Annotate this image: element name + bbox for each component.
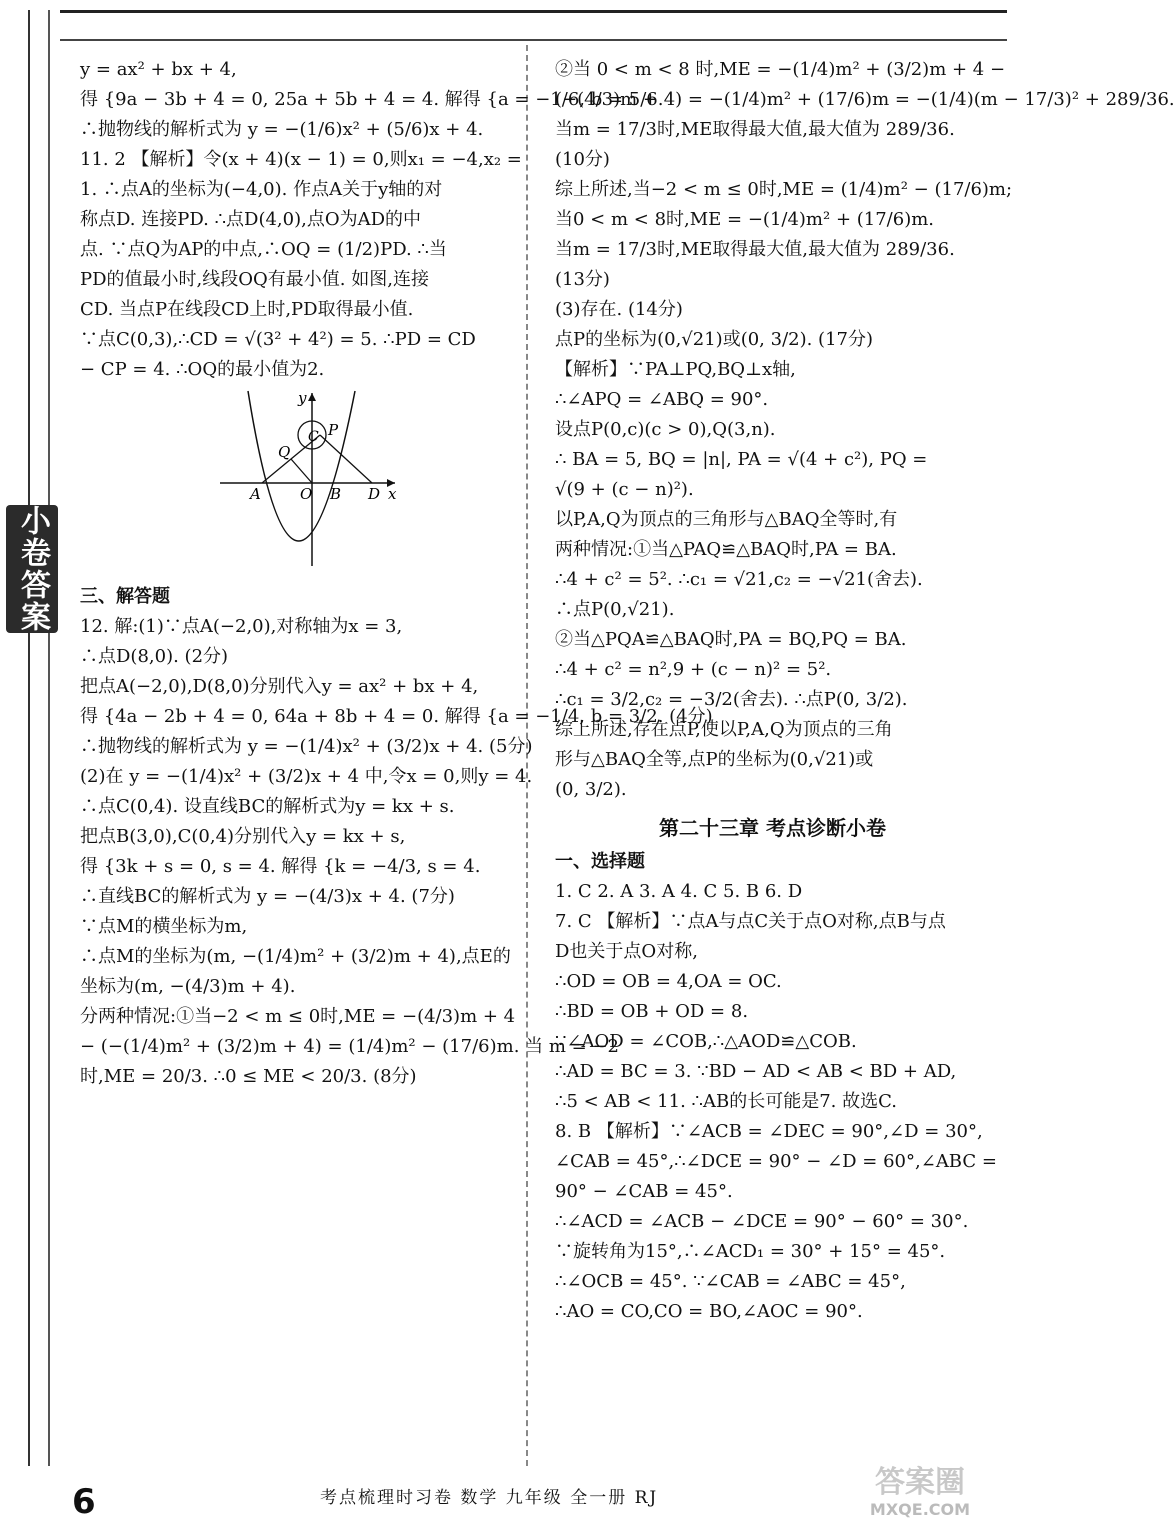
text-line: (3)存在. (14分) — [555, 299, 683, 320]
text-line: 把点A(−2,0),D(8,0)分别代入y = ax² + bx + 4, — [80, 676, 479, 697]
section-heading: 三、解答题 — [80, 586, 170, 607]
text-line: 两种情况:①当△PAQ≌△BAQ时,PA = BA. — [555, 539, 897, 560]
graph-label-y: y — [298, 389, 307, 407]
parabola-graph — [220, 391, 405, 566]
text-line: ∴ BA = 5, BQ = |n|, PA = √(4 + c²), PQ = — [555, 449, 928, 470]
graph-label-o: O — [300, 485, 313, 503]
text-line: y = ax² + bx + 4, — [80, 59, 237, 80]
text-line: 当m = 17/3时,ME取得最大值,最大值为 289/36. — [555, 119, 955, 140]
page-number: 6 — [72, 1482, 96, 1522]
text-line: ∴OD = OB = 4,OA = OC. — [555, 971, 782, 992]
graph-label-q: Q — [278, 443, 291, 461]
text-line: 设点P(0,c)(c > 0),Q(3,n). — [555, 419, 776, 440]
text-line: 得 {9a − 3b + 4 = 0, 25a + 5b + 4 = 4. 解得 {a = −1/6, b = 5/6. — [80, 89, 664, 110]
text-line: ∴AD = BC = 3. ∵BD − AD < AB < BD + AD, — [555, 1061, 957, 1082]
text-line: ∴AO = CO,CO = BO,∠AOC = 90°. — [555, 1301, 863, 1322]
text-line: 90° − ∠CAB = 45°. — [555, 1181, 733, 1202]
page-footer — [0, 1466, 1025, 1536]
text-line: ∴抛物线的解析式为 y = −(1/4)x² + (3/2)x + 4. (5分) — [80, 736, 533, 757]
text-line: 以P,A,Q为顶点的三角形与△BAQ全等时,有 — [555, 509, 898, 530]
text-line: 把点B(3,0),C(0,4)分别代入y = kx + s, — [80, 826, 406, 847]
text-line: 当0 < m < 8时,ME = −(1/4)m² + (17/6)m. — [555, 209, 935, 230]
text-line: PD的值最小时,线段OQ有最小值. 如图,连接 — [80, 269, 429, 290]
text-line: D也关于点O对称, — [555, 941, 698, 962]
text-line: (2)在 y = −(1/4)x² + (3/2)x + 4 中,令x = 0,则y = 4. — [80, 766, 533, 787]
text-line: 时,ME = 20/3. ∴0 ≤ ME < 20/3. (8分) — [80, 1066, 417, 1087]
text-line: 1. C 2. A 3. A 4. C 5. B 6. D — [555, 881, 803, 902]
text-line: 7. C 【解析】∵点A与点C关于点O对称,点B与点 — [555, 911, 946, 932]
text-line: ∵旋转角为15°,∴∠ACD₁ = 30° + 15° = 45°. — [555, 1241, 946, 1262]
text-line: ∴∠APQ = ∠ABQ = 90°. — [555, 389, 769, 410]
text-line: 1. ∴点A的坐标为(−4,0). 作点A关于y轴的对 — [80, 179, 443, 200]
text-line: 分两种情况:①当−2 < m ≤ 0时,ME = −(4/3)m + 4 — [80, 1006, 516, 1027]
text-line: ∴点C(0,4). 设直线BC的解析式为y = kx + s. — [80, 796, 455, 817]
text-line: ∴直线BC的解析式为 y = −(4/3)x + 4. (7分) — [80, 886, 455, 907]
text-line: ∴∠OCB = 45°. ∵∠CAB = ∠ABC = 45°, — [555, 1271, 906, 1292]
text-line: 8. B 【解析】∵∠ACB = ∠DEC = 90°,∠D = 30°, — [555, 1121, 983, 1142]
text-line: ②当 0 < m < 8 时,ME = −(1/4)m² + (3/2)m + 4 − — [555, 59, 1006, 80]
right-column-lines — [555, 55, 1175, 1327]
text-line: ∴∠ACD = ∠ACB − ∠DCE = 90° − 60° = 30°. — [555, 1211, 969, 1232]
text-line: (0, 3/2). — [555, 779, 627, 800]
text-line: ∴5 < AB < 11. ∴AB的长可能是7. 故选C. — [555, 1091, 897, 1112]
text-line: ∴点P(0,√21). — [555, 599, 675, 620]
text-line: 点P的坐标为(0,√21)或(0, 3/2). (17分) — [555, 329, 874, 350]
text-line: 得 {3k + s = 0, s = 4. 解得 {k = −4/3, s = 4. — [80, 856, 481, 877]
top-decorative-border — [60, 10, 1007, 41]
graph-label-x: x — [388, 485, 397, 503]
text-line: 综上所述,当−2 < m ≤ 0时,ME = (1/4)m² − (17/6)m; — [555, 179, 1013, 200]
watermark-logo — [835, 1466, 1005, 1522]
text-line: 11. 2 【解析】令(x + 4)(x − 1) = 0,则x₁ = −4,x₂ = — [80, 149, 522, 170]
section-heading: 一、选择题 — [555, 851, 645, 872]
text-line: CD. 当点P在线段CD上时,PD取得最小值. — [80, 299, 414, 320]
footer-book-title: 考点梳理时习卷 数学 九年级 全一册 RJ — [320, 1488, 659, 1508]
text-line: 形与△BAQ全等,点P的坐标为(0,√21)或 — [555, 749, 874, 770]
watermark-text: 答案圈 — [875, 1465, 965, 1500]
text-line: 12. 解:(1)∵点A(−2,0),对称轴为x = 3, — [80, 616, 403, 637]
graph-label-b: B — [330, 485, 342, 503]
text-line: ∴点M的坐标为(m, −(1/4)m² + (3/2)m + 4),点E的 — [80, 946, 511, 967]
side-tab-answers: 小卷答案 — [6, 505, 58, 633]
text-line: 综上所述,存在点P,使以P,A,Q为顶点的三角 — [555, 719, 893, 740]
graph-label-p: P — [328, 421, 339, 439]
text-line: ∠CAB = 45°,∴∠DCE = 90° − ∠D = 60°,∠ABC = — [555, 1151, 997, 1172]
graph-label-a: A — [250, 485, 261, 503]
text-line: 得 {4a − 2b + 4 = 0, 64a + 8b + 4 = 0. 解得 {a = −1/4, b = 3/2. (4分) — [80, 706, 713, 727]
text-line: ∴抛物线的解析式为 y = −(1/6)x² + (5/6)x + 4. — [80, 119, 484, 140]
graph-label-d: D — [368, 485, 381, 503]
text-line: ∴4 + c² = n²,9 + (c − n)² = 5². — [555, 659, 832, 680]
text-line: ②当△PQA≌△BAQ时,PA = BQ,PQ = BA. — [555, 629, 907, 650]
text-line: − CP = 4. ∴OQ的最小值为2. — [80, 359, 325, 380]
text-line: ∴c₁ = 3/2,c₂ = −3/2(舍去). ∴点P(0, 3/2). — [555, 689, 908, 710]
graph-label-c: C — [308, 429, 319, 445]
text-line: ∵点C(0,3),∴CD = √(3² + 4²) = 5. ∴PD = CD — [80, 329, 476, 350]
text-line: 称点D. 连接PD. ∴点D(4,0),点O为AD的中 — [80, 209, 422, 230]
text-line: ∴BD = OB + OD = 8. — [555, 1001, 749, 1022]
text-line: ∵点M的横坐标为m, — [80, 916, 248, 937]
text-line: √(9 + (c − n)²). — [555, 479, 694, 500]
text-line: (10分) — [555, 149, 610, 170]
right-column — [555, 55, 1175, 1327]
text-line: (−(4/3)m + 4) = −(1/4)m² + (17/6)m = −(1/4)(m − 17/3)² + 289/36. — [555, 89, 1175, 110]
text-line: ∴4 + c² = 5². ∴c₁ = √21,c₂ = −√21(舍去). — [555, 569, 923, 590]
text-line: 当m = 17/3时,ME取得最大值,最大值为 289/36. — [555, 239, 955, 260]
text-line: 点. ∵点Q为AP的中点,∴OQ = (1/2)PD. ∴当 — [80, 239, 447, 260]
text-line: ∴点D(8,0). (2分) — [80, 646, 229, 667]
text-line: 坐标为(m, −(4/3)m + 4). — [80, 976, 296, 997]
chapter-title: 第二十三章 考点诊断小卷 — [659, 816, 886, 840]
watermark-url: MXQE.COM — [869, 1500, 971, 1519]
text-line: (13分) — [555, 269, 610, 290]
text-line: − (−(1/4)m² + (3/2)m + 4) = (1/4)m² − (17/6)m. 当 m = −2 — [80, 1036, 619, 1057]
text-line: ∵∠AOD = ∠COB,∴△AOD≌△COB. — [555, 1031, 857, 1052]
left-decorative-border — [28, 10, 50, 1466]
text-line: 【解析】∵PA⊥PQ,BQ⊥x轴, — [555, 359, 796, 380]
